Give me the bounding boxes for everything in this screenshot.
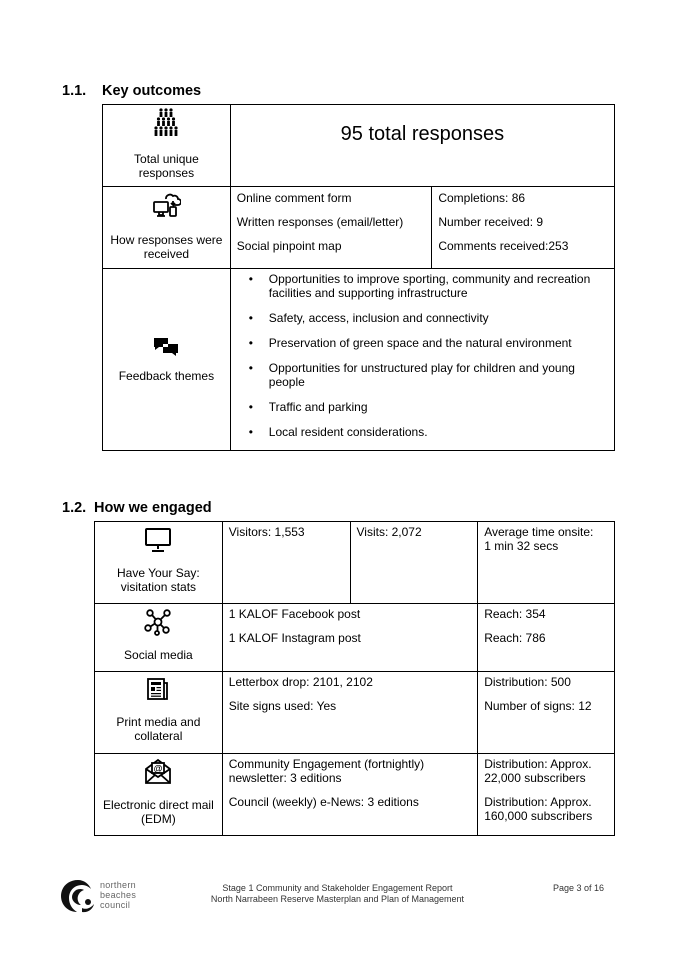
methods-cell [230,187,432,269]
visitors-cell [222,522,350,604]
reach-instagram: Reach: 786 [484,631,546,645]
edm-council-enews: Council (weekly) e-News: 3 editions [228,795,419,809]
count-online: Completions: 86 [438,191,526,205]
section-number: 1.1. [62,83,87,99]
time-onsite-cell [478,522,615,604]
edm-community-engagement-2: newsletter: 3 editions [228,771,342,785]
email-envelope-icon [144,757,172,785]
list-item: • Local resident considerations. [247,425,608,439]
footer-line-2: North Narrabeen Reserve Masterplan and Plan of Management [210,894,465,904]
edm-cell [95,754,223,836]
edm-values-cell [478,754,615,836]
total-responses-label: Total unique responses [134,152,199,180]
how-received-label: How responses were received [110,233,223,261]
themes-cell [230,269,614,451]
section-heading-key-outcomes [62,83,201,99]
social-facebook-post: 1 KALOF Facebook post [228,607,361,621]
count-written: Number received: 9 [438,215,544,229]
list-item: • Traffic and parking [247,400,608,414]
total-responses-value: 95 total responses [230,105,614,187]
page-footer [0,876,675,916]
page-number: Page 3 of 16 [553,883,605,893]
count-pinpoint: Comments received:253 [438,239,569,253]
edm-distribution-1a: Distribution: Approx. [484,757,592,771]
print-media-cell [95,672,223,754]
table-row [103,187,615,269]
time-onsite-value: 1 min 32 secs [484,539,559,553]
counts-cell [432,187,615,269]
section-title: Key outcomes [102,83,202,99]
feedback-themes-cell [103,269,231,451]
key-outcomes-table [102,104,615,451]
table-row [103,269,615,451]
social-media-label: Social media [124,648,193,662]
visits-cell [350,522,478,604]
edm-distribution-1b: 22,000 subscribers [484,771,586,785]
list-item: • Preservation of green space and the natural environment [247,336,608,350]
list-item: • Safety, access, inclusion and connectivity [247,311,608,325]
have-your-say-cell [95,522,223,604]
reach-facebook: Reach: 354 [484,607,546,621]
footer-line-1: Stage 1 Community and Stakeholder Engagement Report [222,883,453,893]
devices-cloud-icon [151,190,181,220]
network-icon [143,608,173,636]
site-signs: Site signs used: Yes [228,699,337,713]
section-number: 1.2. [62,500,87,516]
logo-text-line: beaches [100,890,137,900]
table-row [95,754,615,836]
social-reach-cell [478,604,615,672]
table-row [103,105,615,187]
edm-distribution-2b: 160,000 subscribers [484,809,593,823]
print-items-cell [222,672,477,754]
print-media-label: Print media and collateral [116,715,201,743]
section-title: How we engaged [94,500,212,516]
have-your-say-label: Have Your Say: visitation stats [117,566,200,594]
monitor-icon [144,527,172,553]
print-values-cell [478,672,615,754]
themes-list [237,272,608,439]
svg-text:@: @ [153,763,163,774]
how-received-cell [103,187,231,269]
logo-text-line: council [100,900,131,910]
section-heading-how-we-engaged [62,500,212,516]
visitors-value: Visitors: 1,553 [228,525,305,539]
table-row [95,672,615,754]
list-item: • Opportunities to improve sporting, community and recreation facilities and supporting infrastructure [247,272,608,300]
method-pinpoint: Social pinpoint map [236,239,342,253]
social-items-cell [222,604,477,672]
people-group-icon [152,108,180,140]
edm-distribution-2a: Distribution: Approx. [484,795,592,809]
table-row [95,522,615,604]
newspaper-icon [146,677,170,701]
logo-text-line: northern [100,880,136,890]
speech-bubbles-icon [153,337,179,357]
edm-label: Electronic direct mail (EDM) [103,798,214,826]
time-onsite-label: Average time onsite: [484,525,594,539]
list-item: • Opportunities for unstructured play for children and young people [247,361,608,389]
letterbox-distribution: Distribution: 500 [484,675,571,689]
feedback-themes-label: Feedback themes [118,368,215,383]
social-media-cell [95,604,223,672]
edm-items-cell [222,754,477,836]
total-responses-cell [103,105,231,187]
social-instagram-post: 1 KALOF Instagram post [228,631,361,645]
table-row [95,604,615,672]
how-we-engaged-table [94,521,615,836]
visits-value: Visits: 2,072 [356,525,422,539]
method-online: Online comment form [236,191,352,205]
edm-community-engagement-1: Community Engagement (fortnightly) [228,757,425,771]
method-written: Written responses (email/letter) [236,215,404,229]
letterbox-drop: Letterbox drop: 2101, 2102 [228,675,373,689]
signs-count: Number of signs: 12 [484,699,592,713]
